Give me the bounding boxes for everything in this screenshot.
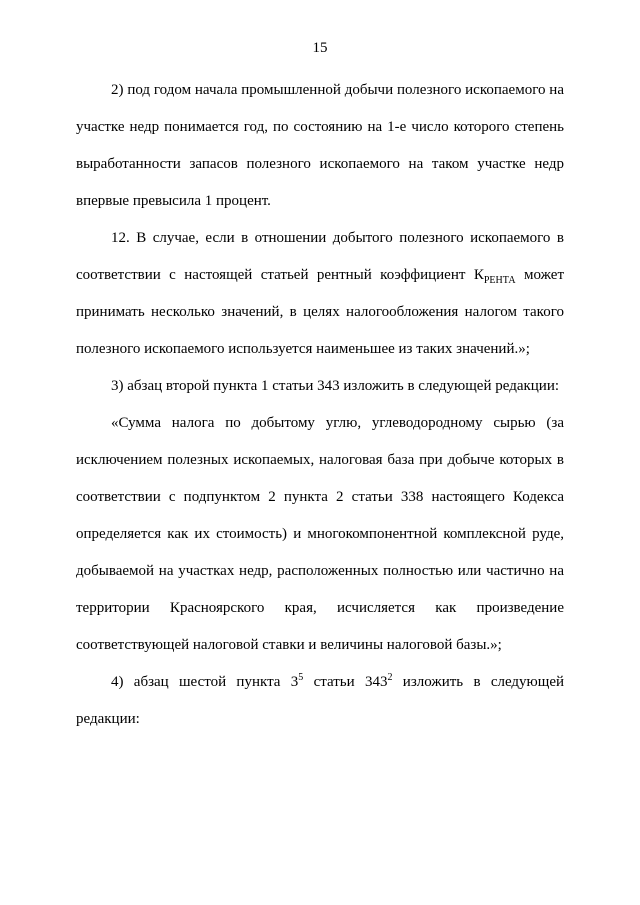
paragraph-4: «Сумма налога по добытому углю, углеводородному сырью (за исключением полезных ископаемых, налоговая база при добыче которых в соответствии с подпунктом 2 пункта 2 статьи 338 настоящего Кодекса определяется как их стоимость) и многокомпонентной комплексной руде, добываемой на участках недр, расположенных полностью или частично на территории Красноярского края, исчисляется как произведение соответствующей налоговой ставки и величины налоговой базы.»; (76, 415, 564, 653)
paragraph-2-text-a: 12. В случае, если в отношении добытого полезного ископаемого в соответствии с настоящей статьей рентный коэффициент К (76, 230, 564, 283)
paragraph-2 (76, 220, 564, 368)
paragraph-5 (76, 664, 564, 738)
paragraph-5-text-b: статьи 343 (303, 674, 388, 690)
paragraph-1: 2) под годом начала промышленной добычи полезного ископаемого на участке недр понимается год, по состоянию на 1-е число которого степень выработанности запасов полезного ископаемого на таком участке недр впервые превысила 1 процент. (76, 82, 564, 209)
page-number: 15 (312, 40, 328, 56)
paragraph-5-text-a: 4) абзац шестой пункта 3 (111, 674, 299, 690)
superscript-5: 5 (298, 672, 304, 683)
paragraph-5-text-c: изложить в следующей редакции: (76, 674, 565, 727)
paragraph-3: 3) абзац второй пункта 1 статьи 343 изложить в следующей редакции: (111, 378, 560, 394)
document-body (76, 72, 564, 738)
rent-coefficient-subscript: РЕНТА (483, 275, 516, 286)
paragraph-2-text-b: может принимать несколько значений, в целях налогообложения налогом такого полезного ископаемого используется наименьшее из таких значений.»; (76, 267, 564, 357)
superscript-2: 2 (387, 672, 393, 683)
